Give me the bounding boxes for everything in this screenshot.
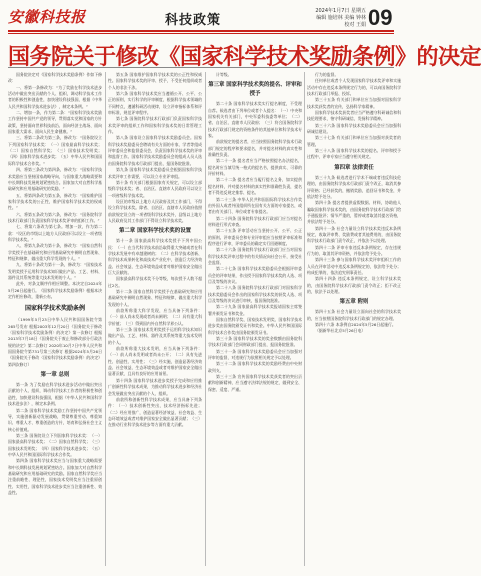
article-paragraph: 八、将第九条改为第十条，修改为：“国家自然科学奖授予在基础研究和应用基础研究中阐明自然现象、特征和规律，做出重大科学发现的个人。” xyxy=(8,243,102,261)
issue-proof: 校对 王娟 xyxy=(344,22,366,28)
issue-date: 2024年1月7日 星期五 xyxy=(315,8,366,14)
newspaper-logo: 安徽科技报 xyxy=(8,8,86,26)
article-paragraph: 第三十九条 候选者进行学术不端或者违反科技伦理的，由国务院科学技术行政部门责令改正，取消其参评资格；已经获奖的，撤销奖励，追回证书和奖金，并依法给予处分。 xyxy=(307,174,401,199)
article-paragraph: 第二十九条 国家最高科学技术奖报请国家主席签署并颁发证书和奖金。 xyxy=(208,304,302,316)
column-divider xyxy=(205,72,206,566)
article-paragraph: 第七条 国务院科学技术行政部门负责国家科学技术奖评审的组织工作和国家科学技术奖的日常管理工作。 xyxy=(108,116,202,135)
article-paragraph: 第十四条 国家科学技术进步奖授予完成和应用推广创新性科学技术成果，为推动科学技术进步和经济社会发展做出突出贡献的个人、组织。 xyxy=(108,377,202,396)
article-column-2 xyxy=(108,72,202,566)
article-paragraph: 任何单位或者个人发现国家科学技术奖评审和实施活动中存在违反本条例规定行为的，可以向国务院科学技术行政部门举报、投诉。 xyxy=(307,78,401,97)
article-paragraph: 第一条 为了奖励在科学技术进步活动中做出突出贡献的个人、组织，调动科学技术工作者的积极性和创造性，加快建设科技强国，根据《中华人民共和国科学技术进步法》，制定本条例。 xyxy=(8,382,102,407)
article-paragraph: 第二条 国家科学技术奖励工作坚持中国共产党领导，实施创新驱动发展战略，贯彻尊重劳动、尊重知识、尊重人才、尊重创造的方针，培育和弘扬社会主义核心价值观。 xyxy=(8,407,102,432)
article-paragraph: 第四十四条 违反本条例规定，设立科学技术奖的，由国务院科学技术行政部门责令改正；拒不改正的，依法予以处理。 xyxy=(307,276,401,294)
article-paragraph: 第三十五条 有关部门和单位应当加强对国家科学技术奖获奖者的宣传，弘扬科学家精神。 xyxy=(307,97,401,109)
article-paragraph: 第二十二条 提名者应当履行提名义务，如实提供提名材料，并对提名材料的真实性和准确性负责，提名者不得违反规定推荐、提名。 xyxy=(208,177,302,196)
article-paragraph: 第十一条 国家最高科学技术奖授予下列中国公民：（一）在当代科学技术前沿取得重大突破或者在科学技术发展中有卓越建树的；（二）在科学技术创新、科学技术成果转化和高技术产业化中，创造巨大经济效益、社会效益、生态环境效益或者对维护国家安全做出巨大贡献的。 xyxy=(108,238,202,275)
article-paragraph: 二、增加一条，作为第二条：“国家科学技术奖励工作坚持中国共产党的领导，贯彻落实党和国家的方针政策，坚持面向世界科技前沿、面向经济主战场、面向国家重大需求、面向人民生命健康。” xyxy=(8,110,102,135)
article-paragraph: 四、将第三条改为第四条，修改为：“国家科学技术奖励应当坚持国家战略导向，与国家重大战略需要和中长期科技发展规划紧密结合。国家加大对自然科学基础研究和应用基础研究的奖励。” xyxy=(8,167,102,192)
article-paragraph: 第二十三条 中华人民共和国国际科学技术合作奖由外国人或者外国组织所在国有关方面的专家提名，或者由有关部门、单位或者专家提名。 xyxy=(208,196,302,215)
article-column-3 xyxy=(208,72,302,566)
article-paragraph: 国家自然科学奖、国家技术发明奖、国家科学技术进步奖由国务院颁发证书和奖金。中华人民共和国国际科学技术合作奖由国务院颁发证书。 xyxy=(208,317,302,335)
article-paragraph: 行为的监督。 xyxy=(315,72,339,77)
article-paragraph: （1999年5月23日中华人民共和国国务院令第265号发布 根据2003年12月20日《国务院关于修改〈国家科学技术奖励条例〉的决定》第一次修订 根据2013年7月18日《国务院关于废止和修改部分行政法规的决定》第二次修订 2020年10月7日中华人民共和国国务院令第731号第三次修订 根据2024年5月26日《国务院关于修改〈国家科学技术奖励条例〉的决定》第四次修订） xyxy=(8,317,102,367)
article-paragraph: 第二十一条 提名者应当严格按照提名办法提名，提名时应当填写统一格式的提名书，提供真实、可靠的评价材料。 xyxy=(208,158,302,177)
article-paragraph: 第四十二条 评审专家违反本条例规定，存在违规行为的，取消其评审资格，并依法给予处分。 xyxy=(307,244,401,256)
section-heading: 第四章 法律责任 xyxy=(334,164,374,171)
article-column-1 xyxy=(8,72,102,566)
article-paragraph: 第三十八条 国家科学技术奖的提名、评审和授予过程中，评审专家应当遵守相关规定。 xyxy=(307,148,401,160)
article-paragraph: 设区的市级以上地方人民政府及其工作部门，不得设立科学技术奖。除省、自治区、直辖市人民政府依照前款规定设立的一项省级科学技术奖外，县级以上地方人民政府及其工作部门不得设立科学技术奖。 xyxy=(108,198,202,223)
article-column-4 xyxy=(307,72,401,566)
page-number: 09 xyxy=(368,5,393,30)
column-divider xyxy=(105,72,106,566)
article-headline: 国务院关于修改《国家科学技术奖励条例》的决定 xyxy=(8,44,481,70)
article-paragraph: 第三十二条 国家科学技术奖的奖励经费由中央财政列支。 xyxy=(208,361,302,373)
article-paragraph: 第三十条 国家科学技术奖的奖金数额由国务院科学技术行政部门会同财政部门提出，报国务院批准。 xyxy=(208,336,302,348)
article-paragraph: 第二十四条 国务院科学技术行政部门应当对提名材料进行形式审查。 xyxy=(208,215,302,227)
article-paragraph: 六、将第五条改为第六条，修改为：“国务院科学技术行政部门负责国家科学技术奖评审的组织工作。” xyxy=(8,211,102,223)
article-paragraph: 前款所称重大技术发明，应当具备下列条件：（一）前人尚未发明或者尚未公开；（二）具有先进性、创造性、实用性；（三）经实施，创造显著经济效益、社会效益、生态环境效益或者对维护国家安全做出显著贡献，且具有良好的应用前景。 xyxy=(108,346,202,377)
article-paragraph: 第十二条 国家自然科学奖授予在基础研究和应用基础研究中阐明自然现象、特征和规律，做出重大科学发现的个人。 xyxy=(108,289,202,307)
article-paragraph: 前款规定的提名者，应当按照国务院科学技术行政部门规定的程序和要求提名，并对提名材料的真实性和准确性负责。 xyxy=(208,139,302,158)
article-paragraph: 第二十五条 评审活动应当坚持公开、公平、公正的原则。评审委员会和专业评审组应当按照评审标准和程序进行评审，评审委员的确定实行回避制度。 xyxy=(208,228,302,246)
article-paragraph: 国家科学技术奖获奖者应当严格遵守科研诚信和科技伦理要求，恪守科研诚信，发扬科学精神。 xyxy=(307,110,401,122)
column-divider xyxy=(304,72,305,566)
section-heading: 第一章 总则 xyxy=(40,372,70,379)
section-heading: 第二章 国家科学技术奖的设置 xyxy=(119,228,191,235)
article-paragraph: 第十条 有关部门根据国家有关规定，可以设立部级科学技术奖；省、自治区、直辖市人民政府可以设立一项省级科学技术奖。 xyxy=(108,179,202,198)
article-paragraph: 第二十七条 国家科学技术奖励委员会根据评审委员会的评审结果，作出授予国家科学技术奖的人选、项目及等级的决议。 xyxy=(208,266,302,284)
article-paragraph: 第四十六条 本条例自2024年5月26日起施行。 xyxy=(315,322,396,328)
article-paragraph: 第三十三条 宣传国家科学技术奖获奖者的突出贡献和创新精神，应当遵守法律法规的规定，做到安全、保密、适度、严谨。 xyxy=(208,374,302,392)
section-title: 科技政策 xyxy=(164,13,221,28)
article-paragraph: 第六条 国家科学技术奖应当遵循公开、公平、公正的原则，实行科学的评审制度，根据科学技术领域的不同特点，遵循科研活动规律，设立评审指标体系和评审标准，规范评审程序。 xyxy=(108,91,202,116)
article-paragraph: 前款所称重大科学发现，应当具备下列条件：（一）前人尚未发现或者尚未阐明；（二）具有重大科学价值；（三）得到国内外自然科学界公认。 xyxy=(108,308,202,326)
article-paragraph: 第二十八条 国务院科学技术行政部门对国家科学技术奖励委员会作出的国家科学技术奖的获奖人选、项目及等级的决议进行审核，报国务院批准。 xyxy=(208,285,302,303)
article-paragraph: 五、将第四条改为第五条，修改为：“国家维护国家科学技术奖的公正性，维护国家科学技术奖的权威性。” xyxy=(8,192,102,211)
issue-info xyxy=(296,8,366,29)
headline-rule xyxy=(8,67,394,68)
article-paragraph: 第四条 国家科学技术奖应当与国家重大战略需要和中长期科技发展规划紧密结合。国家加大对自然科学基础研究和应用基础研究的奖励。国家自然科学奖应当注重前瞻性、理论性，国家技术发明奖应当注重原创性、实用性，国家科学技术进步奖应当注重创新性、效益性。 xyxy=(8,458,102,495)
article-paragraph: 国家最高科学技术奖不分等级，每次授予人数不超过2名。 xyxy=(108,276,202,288)
article-paragraph: 第四十三条 参与国家科学技术奖评审组织工作的人员在评审活动中违反本条例规定的，依法给予处分；构成犯罪的，依法追究刑事责任。 xyxy=(307,257,401,275)
article-paragraph: 第四十五条 社会力量设立面向社会的科学技术奖的，应当按照国务院科学技术行政部门的规定办理。 xyxy=(307,309,401,321)
article-paragraph: 第二十六条 国务院科学技术行政部门应当对国家科学技术奖评审过程中的有关情况向社会公开，接受社会监督。 xyxy=(208,247,302,265)
article-paragraph: 第三十七条 有关部门和单位应当加强对获奖者的管理。 xyxy=(307,135,401,147)
article-paragraph: 此外，对条文顺序作相应调整。本决定自2024年5月26日起施行。《国家科学技术奖励条例》根据本决定作相应修改，重新公布。 xyxy=(8,281,102,300)
article-paragraph: 三、将第二条改为第三条，修改为：“国务院设立下列国家科学技术奖：（一）国家最高科学技术奖；（二）国家自然科学奖；（三）国家技术发明奖；（四）国家科学技术进步奖；（五）中华人民共和国国际科学技术合作奖。” xyxy=(8,135,102,166)
article-paragraph: 七、将第六条改为第七条。增加一款，作为第二款：“设区的市级以上地方人民政府可以设立一项省级科学技术奖。” xyxy=(8,224,102,242)
article-paragraph: 国务院决定对《国家科学技术奖励条例》作如下修改： xyxy=(8,72,102,84)
article-paragraph: （据新华社北京5月26日电） xyxy=(315,328,366,334)
regulation-title: 国家科学技术奖励条例 xyxy=(24,305,85,313)
article-paragraph: 第三十六条 国家科学技术奖励委员会应当加强科研诚信建设。 xyxy=(307,122,401,135)
article-paragraph: 第四十条 提名者提供虚假数据、材料，协助他人骗取国家科学技术奖的，由国务院科学技术行政部门给予通报批评；情节严重的，暂停或者取消其提名资格，并依法给予处分。 xyxy=(307,200,401,225)
article-paragraph: 第三条 国务院设立下列国家科学技术奖：（一）国家最高科学技术奖；（二）国家自然科学奖；（三）国家技术发明奖；（四）国家科学技术进步奖；（五）中华人民共和国国际科学技术合作奖。 xyxy=(8,432,102,457)
article-paragraph: 第九条 国家科学技术奖励委员会根据国家科学技术奖评审工作需要，可以设立专业评审组。 xyxy=(108,167,202,179)
article-paragraph: 一、将第一条修改为：“为了奖励在科学技术进步活动中做出突出贡献的个人、组织，调动科学技术工作者的积极性和创造性，加快建设科技强国，根据《中华人民共和国科学技术进步法》，制定本条例。” xyxy=(8,84,102,109)
article-paragraph: 第三十一条 国家科学技术奖励委员会应当加强对评审的监督，对违规行为依照相关规定予以处理。 xyxy=(208,348,302,361)
article-paragraph: 第四十一条 社会力量设立科学技术奖违反本条例规定，收取评审费、奖励费或者其他费用的，由国务院科学技术行政部门责令改正，并依法予以处理。 xyxy=(307,225,401,244)
issue-editors: 编辑 施培林 美编 钟林 xyxy=(316,15,366,21)
article-paragraph: 九、将第十条改为第十一条，修改为：“国家技术发明奖授予运用科学技术知识做出产品、工艺、材料、器件及其系统等重大技术发明的个人。” xyxy=(8,262,102,280)
article-paragraph: 第二十条 国家科学技术奖实行提名制度，不受理自荐。候选者由下列单位或者个人提名：（一）中央和国家机关有关部门，中央军委科技委等单位；（二）省、自治区、直辖市人民政府；（三）符合国务院科学技术行政部门规定的资格条件的其他单位和科学技术专家。 xyxy=(208,101,302,139)
article-paragraph: 第八条 国家设立国家科学技术奖励委员会。国家科学技术奖励委员会聘请有关方面的专家、学者等组成评审委员会和监督委员会，负责国家科学技术奖的评审和监督工作。国家科学技术奖励委员会的组成人员人选由国务院科学技术行政部门提出，报国务院批准。 xyxy=(108,135,202,166)
article-paragraph: 第五条 国家维护国家科学技术奖的公正性和权威性。国家科学技术奖的评审、授予，不受任何组织或者个人的非法干涉。 xyxy=(108,72,202,90)
masthead xyxy=(0,0,402,34)
masthead-rule xyxy=(8,30,394,32)
section-heading: 第五章 附则 xyxy=(339,299,369,306)
article-paragraph: 计等级。 xyxy=(216,72,232,77)
article-paragraph: 第十三条 国家技术发明奖授予运用科学技术知识做出产品、工艺、材料、器件及其系统等重大技术发明的个人。 xyxy=(108,327,202,345)
section-heading: 第三章 国家科学技术奖的提名、评审和授予 xyxy=(208,82,302,98)
masthead-rule-thin xyxy=(8,33,394,34)
article-paragraph: 前款所称创新性科学技术成果，应当具备下列条件：（一）技术创新性突出，技术经济指标先进；（二）经应用推广，创造显著经济效益、社会效益、生态环境效益或者对维护国家安全做出显著贡献；（三）在推动行业科学技术进步等方面有重大贡献。 xyxy=(108,396,202,428)
